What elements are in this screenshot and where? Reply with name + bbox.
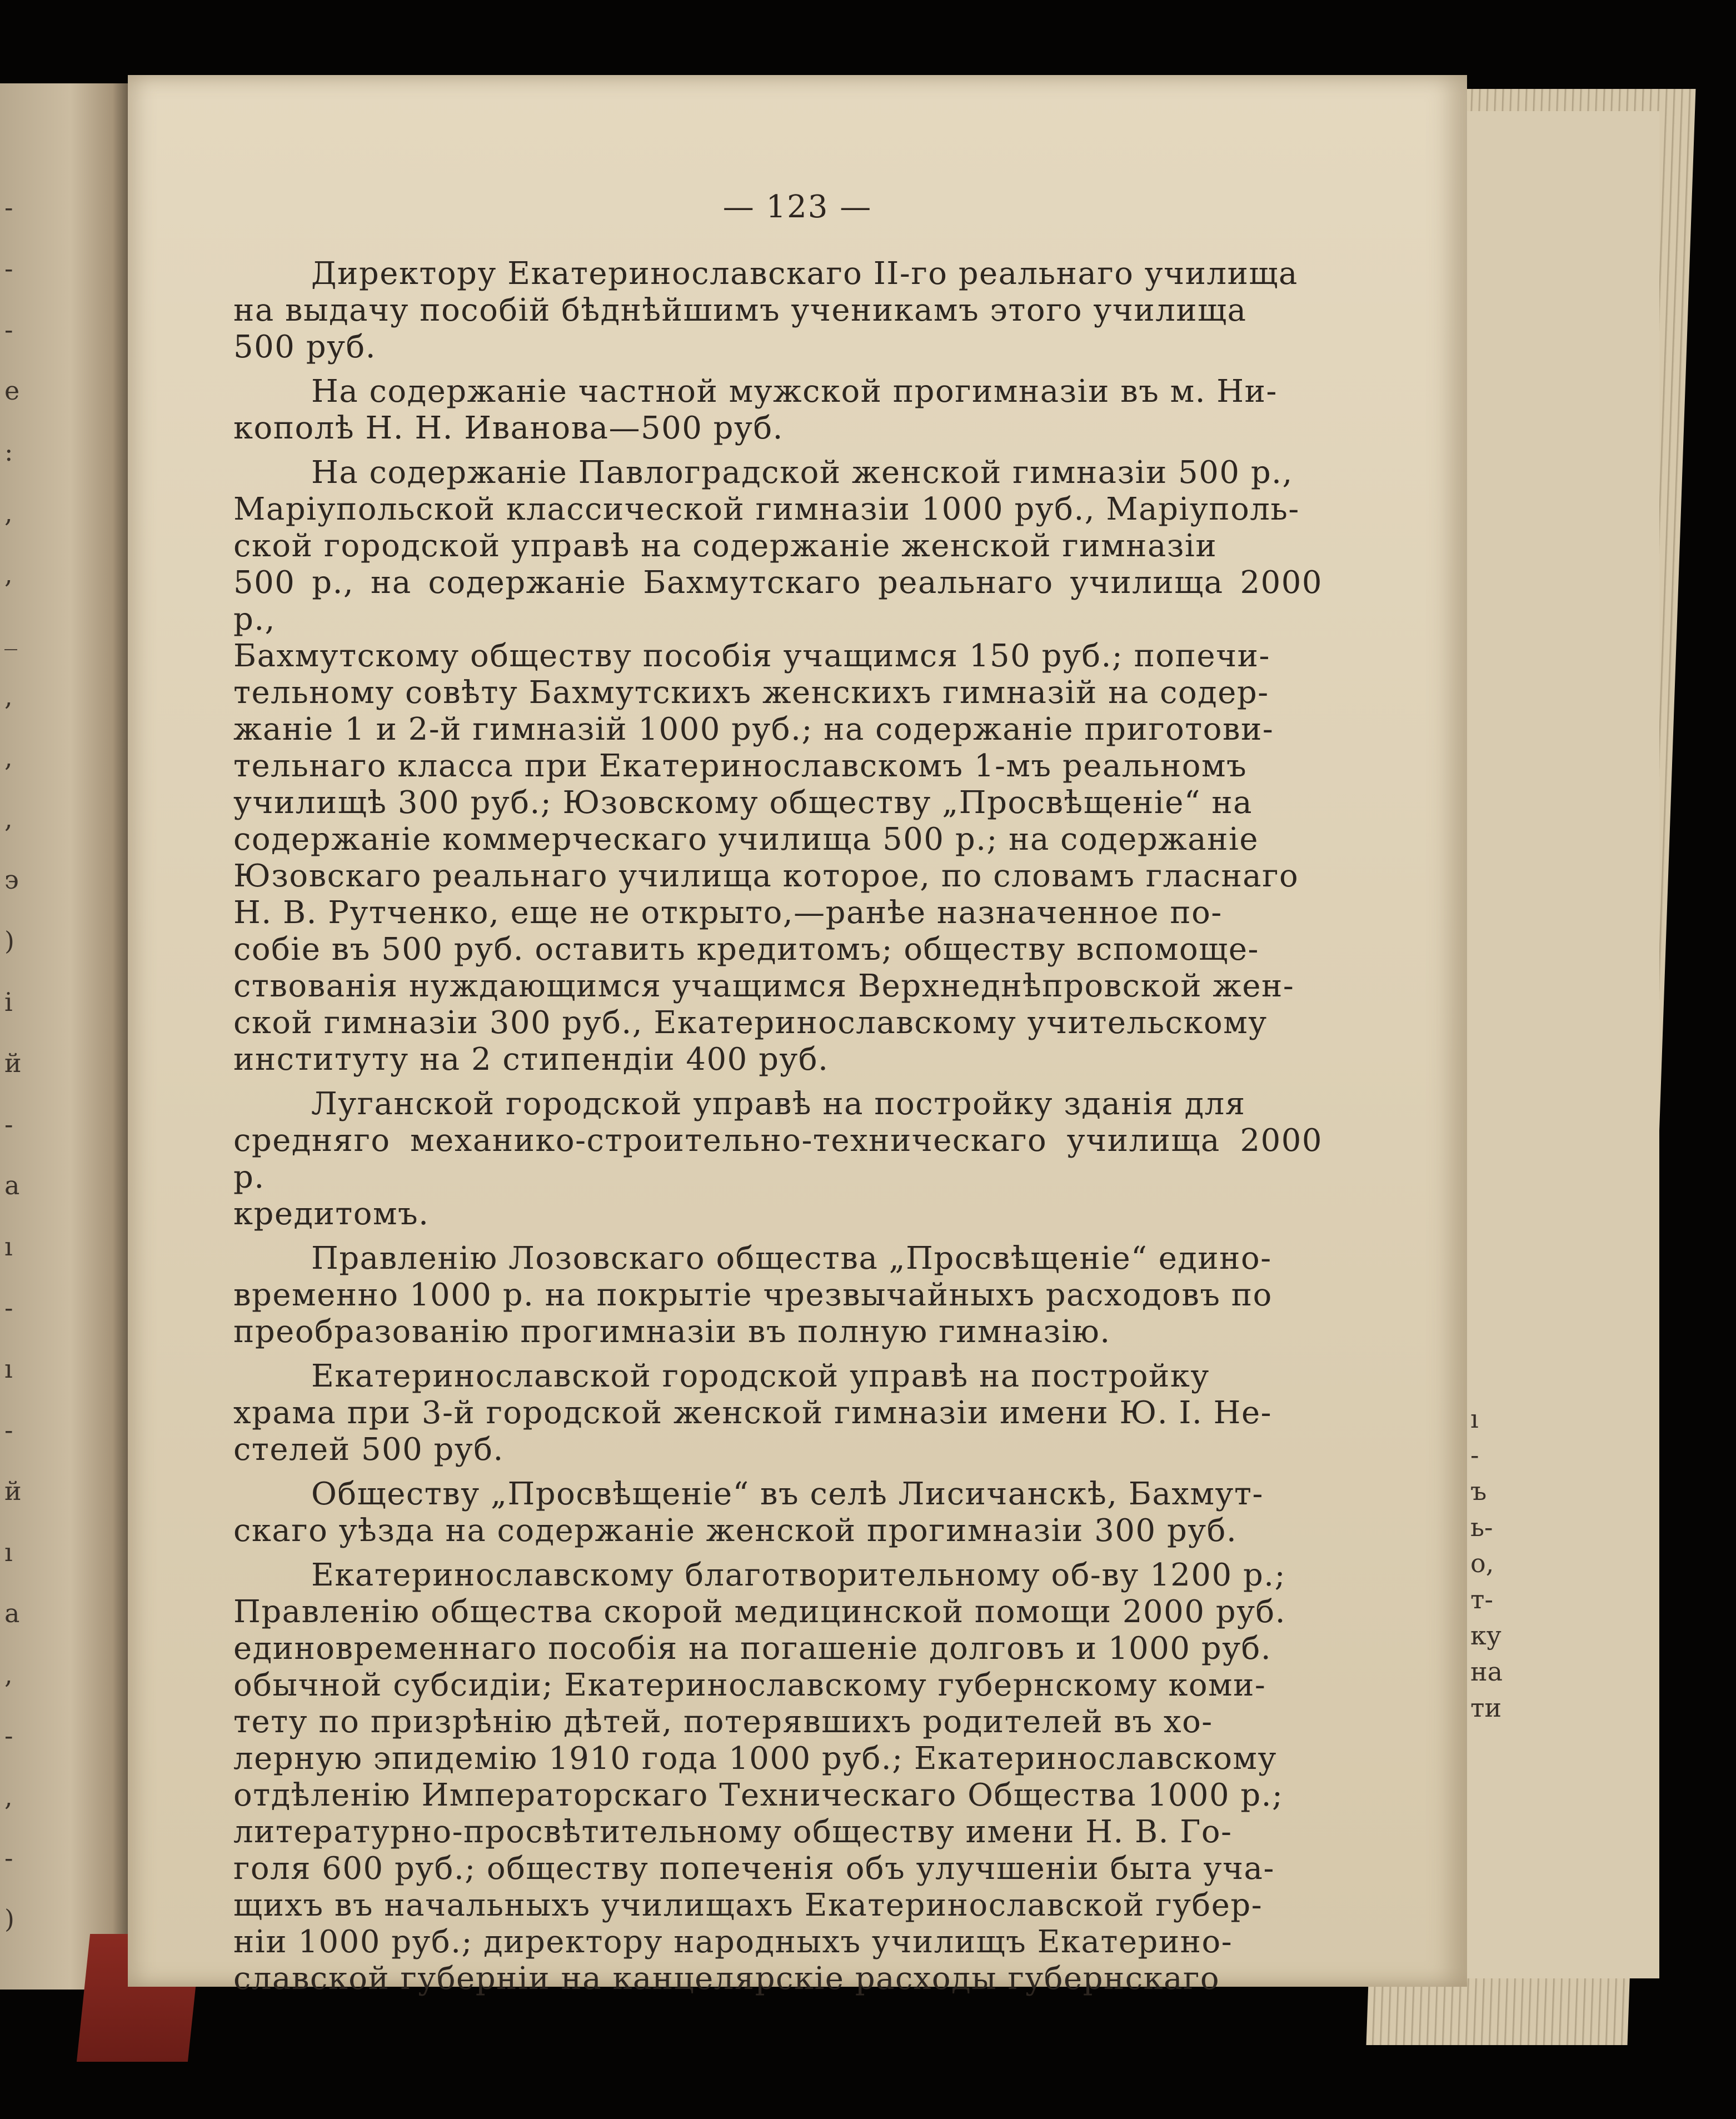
left-page-fragment: , (4, 742, 13, 772)
page-body (233, 256, 1323, 2005)
left-page-fragment: ı (4, 1354, 13, 1384)
right-page-fragment: ти (1470, 1693, 1502, 1723)
right-page-fragment: ь- (1470, 1512, 1493, 1542)
left-page-fragment: , (4, 498, 13, 528)
left-page-fragment: - (4, 315, 13, 345)
left-page-fragment: й (4, 1048, 22, 1078)
left-page-fragment: a (4, 1598, 20, 1628)
left-page-fragment: _ (4, 620, 17, 650)
right-page-fragment: на (1470, 1657, 1503, 1687)
right-page-fragment: ъ (1470, 1476, 1487, 1506)
left-page-fragment: , (4, 681, 13, 711)
book-page (128, 75, 1467, 1997)
paragraph: Екатеринославской городской управѣ на постройку храма при 3-й городской женской гимназіи имени Ю. I. Не- стелей 500 руб. (233, 1358, 1273, 1468)
left-page-fragment: : (4, 437, 13, 467)
right-page-fragment: т- (1470, 1584, 1493, 1614)
left-page-fragment: , (4, 559, 13, 589)
paragraph: Луганской городской управѣ на постройку зданія для средняго механико-строительно-техническаго училища 2000 р. кредитомъ. (233, 1086, 1323, 1232)
right-page-fragment: ку (1470, 1621, 1501, 1651)
left-page-fragment: - (4, 1843, 13, 1873)
left-page-fragment: i (4, 987, 13, 1017)
paragraph: На содержаніе Павлоградской женской гимназіи 500 р., Маріупольской классической гимназіи 1000 руб., Маріуполь- ской городской управѣ на содержаніе женской гимназіи 500 р., на содержаніе Бахмутскаго реальнаго училища 2000 р., Бахмутскому обществу пособія учащимся 150 руб.; попечи- тельному совѣту Бахмутскихъ женскихъ гимназій на содер- жаніе 1 и 2-й гимназій 1000 руб.; на содержаніе приготови- тельнаго класса при Екатеринославскомъ 1-мъ реальномъ училищѣ 300 руб.; Юзовскому обществу „Просвѣщеніе“ на содержаніе коммерческаго училища 500 р.; на содержаніе Юзовскаго реальнаго училища которое, по словамъ гласнаго Н. В. Рутченко, еще не открыто,—ранѣе назначенное по- собіе въ 500 руб. оставить кредитомъ; обществу вспомоще- ствованія нуждающимся учащимся Верхнеднѣпровской жен- ской гимназіи 300 руб., Екатеринославскому учительскому институту на 2 стипендіи 400 руб. (233, 455, 1323, 1078)
left-page-fragment: , (4, 1782, 13, 1812)
paragraph: Правленію Лозовскаго общества „Просвѣщеніе“ едино- временно 1000 р. на покрытіе чрезвычайныхъ расходовъ по преобразованію прогимназіи въ полную гимназію. (233, 1240, 1273, 1350)
left-page-fragment: - (4, 1721, 13, 1751)
paragraph: На содержаніе частной мужской прогимназіи въ м. Ни- кополѣ Н. Н. Иванова—500 руб. (233, 373, 1278, 446)
left-page-fragment: - (4, 1109, 13, 1139)
left-page-fragment: ) (4, 926, 14, 956)
left-page-fragment: a (4, 1170, 20, 1200)
paragraph: Екатеринославскому благотворительному об-ву 1200 р.; Правленію общества скорой медицинской помощи 2000 руб. единовременнаго пособія на погашеніе долговъ и 1000 руб. обычной субсидіи; Екатеринославскому губернскому коми- тету по призрѣнію дѣтей, потерявшихъ родителей въ хо- лерную эпидемію 1910 года 1000 руб.; Екатеринославскому отдѣленію Императорскаго Техническаго Общества 1000 р.; литературно-просвѣтительному обществу имени Н. В. Го- голя 600 руб.; обществу попеченія объ улучшеніи быта уча- щихъ въ начальныхъ училищахъ Екатеринославской губер- ніи 1000 руб.; директору народныхъ училищъ Екатерино- славской губерніи на канцелярскіе расходы губернскаго (233, 1557, 1286, 1997)
left-page-fragment: - (4, 253, 13, 283)
page-number: — 123 — (722, 189, 872, 225)
left-page-fragment: ı (4, 1537, 13, 1567)
left-page-fragment: й (4, 1476, 22, 1506)
left-page-fragment: , (4, 804, 13, 834)
left-page-fragment: e (4, 376, 20, 406)
left-page-fragment: э (4, 865, 19, 895)
paragraph: Директору Екатеринославскаго II-го реальнаго училища на выдачу пособій бѣднѣйшимъ ученикамъ этого училища 500 руб. (233, 256, 1298, 365)
right-page-fragment: о, (1470, 1548, 1494, 1578)
right-page-fragment: - (1470, 1440, 1479, 1470)
left-page-fragment: - (4, 192, 13, 222)
left-page-fragment: - (4, 1415, 13, 1445)
left-page-fragment: - (4, 1293, 13, 1323)
left-page-fragment: ) (4, 1904, 14, 1934)
left-facing-page (0, 83, 128, 1990)
paragraph: Обществу „Просвѣщеніе“ въ селѣ Лисичанскѣ, Бахмут- скаго уѣзда на содержаніе женской прогимназіи 300 руб. (233, 1476, 1264, 1549)
left-page-fragment: , (4, 1659, 13, 1689)
left-page-fragment: ı (4, 1231, 13, 1262)
right-page-fragment: ı (1470, 1404, 1479, 1434)
